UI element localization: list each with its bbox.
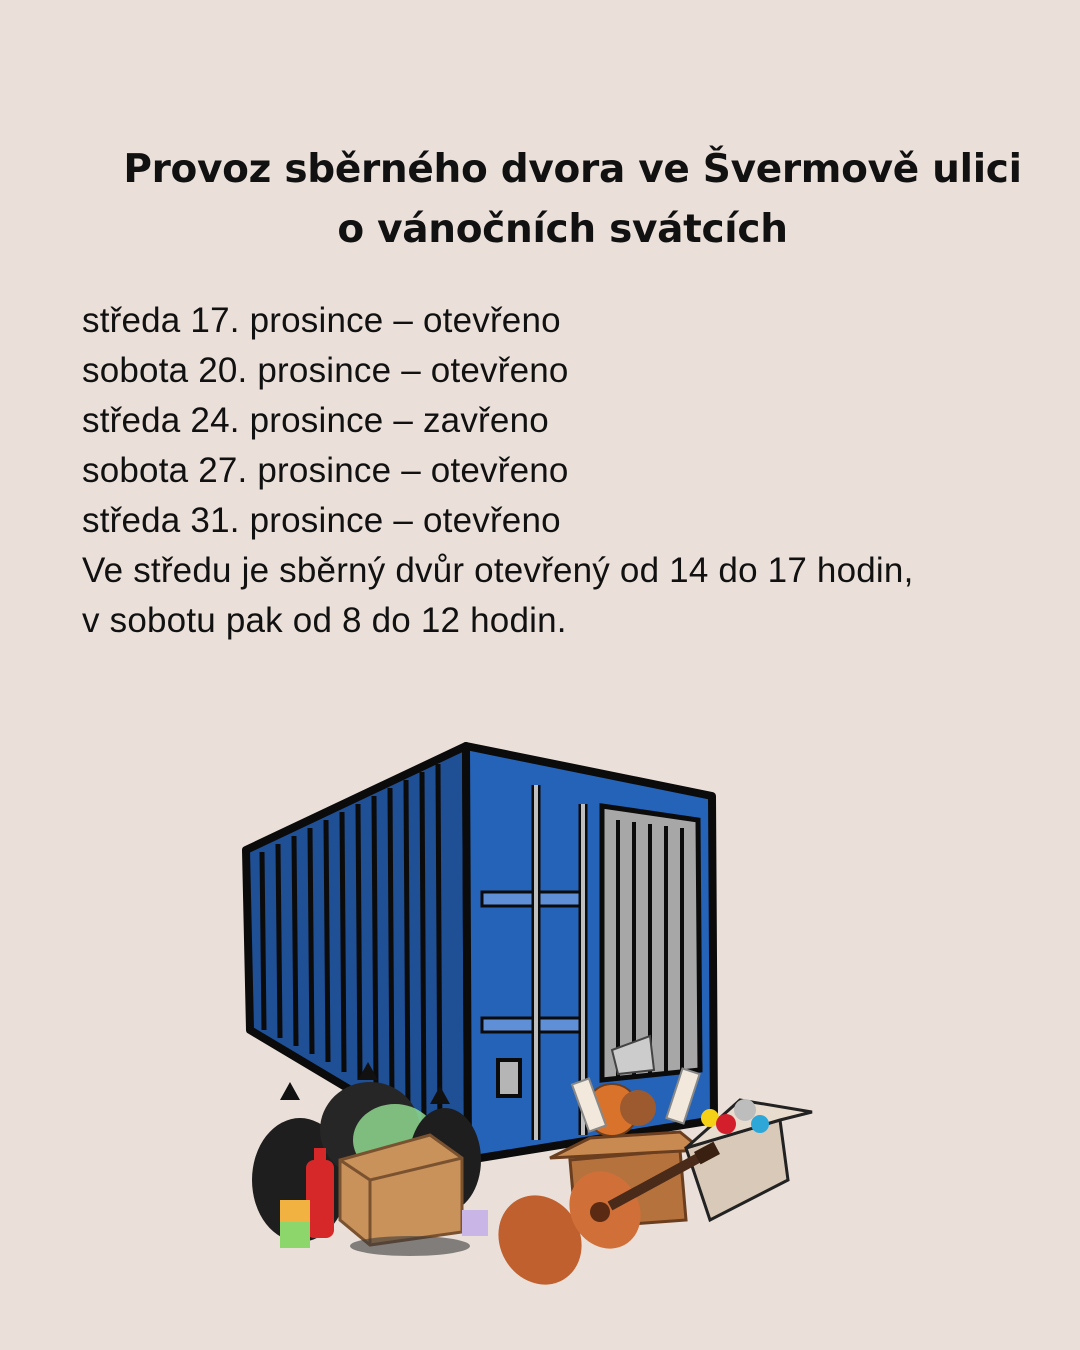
schedule-item: středa 24. prosince – zavřeno (82, 401, 549, 440)
schedule-list (82, 296, 1042, 646)
schedule-item: sobota 20. prosince – otevřeno (82, 351, 569, 390)
container-waste-illustration (240, 740, 830, 1310)
schedule-item: středa 31. prosince – otevřeno (82, 501, 561, 540)
page-title (60, 140, 1065, 260)
opening-hours-note-line-1: Ve středu je sběrný dvůr otevřený od 14 do 17 hodin, (82, 551, 914, 590)
title-line-2: o vánočních svátcích (337, 207, 788, 252)
schedule-item: středa 17. prosince – otevřeno (82, 301, 561, 340)
shipping-container-icon (240, 740, 830, 1310)
title-line-1: Provoz sběrného dvora ve Švermově ulici (123, 147, 1022, 192)
schedule-item: sobota 27. prosince – otevřeno (82, 451, 569, 490)
opening-hours-note-line-2: v sobotu pak od 8 do 12 hodin. (82, 601, 567, 640)
